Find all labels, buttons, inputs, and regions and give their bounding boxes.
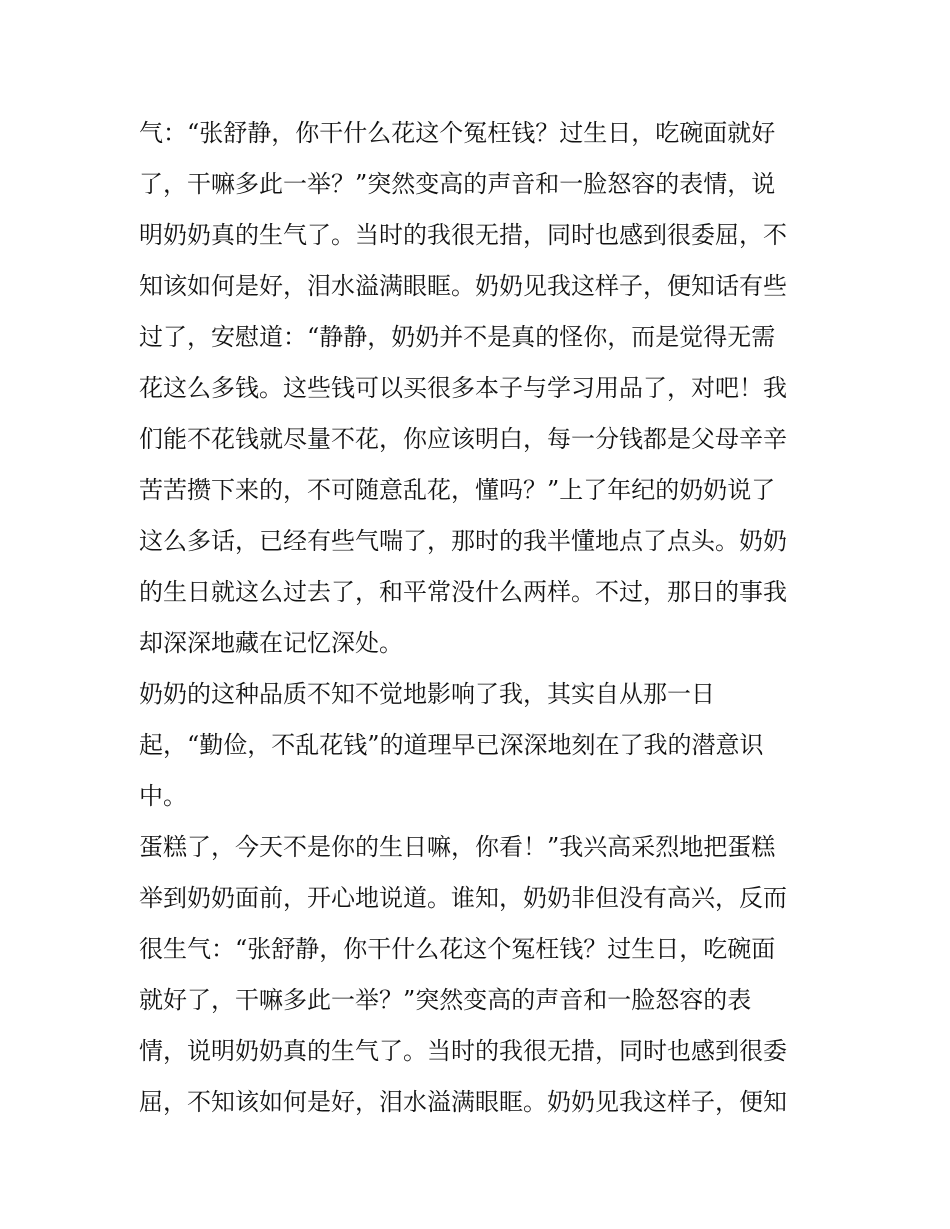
text-line: 奶奶的这种品质不知不觉地影响了我，其实自从那一日 <box>139 680 715 708</box>
text-line: 的生日就这么过去了，和平常没什么两样。不过，那日的事我 <box>139 578 787 606</box>
text-line: 知该如何是好，泪水溢满眼眶。奶奶见我这样子，便知话有些 <box>139 272 787 300</box>
text-line: 气：“张舒静，你干什么花这个冤枉钱？过生日，吃碗面就好 <box>139 119 776 147</box>
text-line: 蛋糕了，今天不是你的生日嘛，你看！”我兴高采烈地把蛋糕 <box>139 833 776 861</box>
text-line: 很生气：“张舒静，你干什么花这个冤枉钱？过生日，吃碗面 <box>139 935 776 963</box>
text-line: 起，“勤俭，不乱花钱”的道理早已深深地刻在了我的潜意识 <box>139 731 764 759</box>
text-line: 花这么多钱。这些钱可以买很多本子与学习用品了，对吧！我 <box>139 374 787 402</box>
text-line: 明奶奶真的生气了。当时的我很无措，同时也感到很委屈，不 <box>139 221 787 249</box>
text-line: 这么多话，已经有些气喘了，那时的我半懂地点了点头。奶奶 <box>139 527 787 555</box>
text-line: 中。 <box>139 782 187 810</box>
text-line: 情，说明奶奶真的生气了。当时的我很无措，同时也感到很委 <box>139 1037 787 1065</box>
text-line: 却深深地藏在记忆深处。 <box>139 629 403 657</box>
text-line: 过了，安慰道：“静静，奶奶并不是真的怪你，而是觉得无需 <box>139 323 776 351</box>
text-line: 屈，不知该如何是好，泪水溢满眼眶。奶奶见我这样子，便知 <box>139 1088 787 1116</box>
text-line: 们能不花钱就尽量不花，你应该明白，每一分钱都是父母辛辛 <box>139 425 787 453</box>
text-line: 了，干嘛多此一举？”突然变高的声音和一脸怒容的表情，说 <box>139 170 776 198</box>
text-line: 苦苦攒下来的，不可随意乱花，懂吗？”上了年纪的奶奶说了 <box>139 476 776 504</box>
body-text <box>139 108 819 1128</box>
text-line: 就好了，干嘛多此一举？”突然变高的声音和一脸怒容的表 <box>139 986 752 1014</box>
text-line: 举到奶奶面前，开心地说道。谁知，奶奶非但没有高兴，反而 <box>139 884 787 912</box>
